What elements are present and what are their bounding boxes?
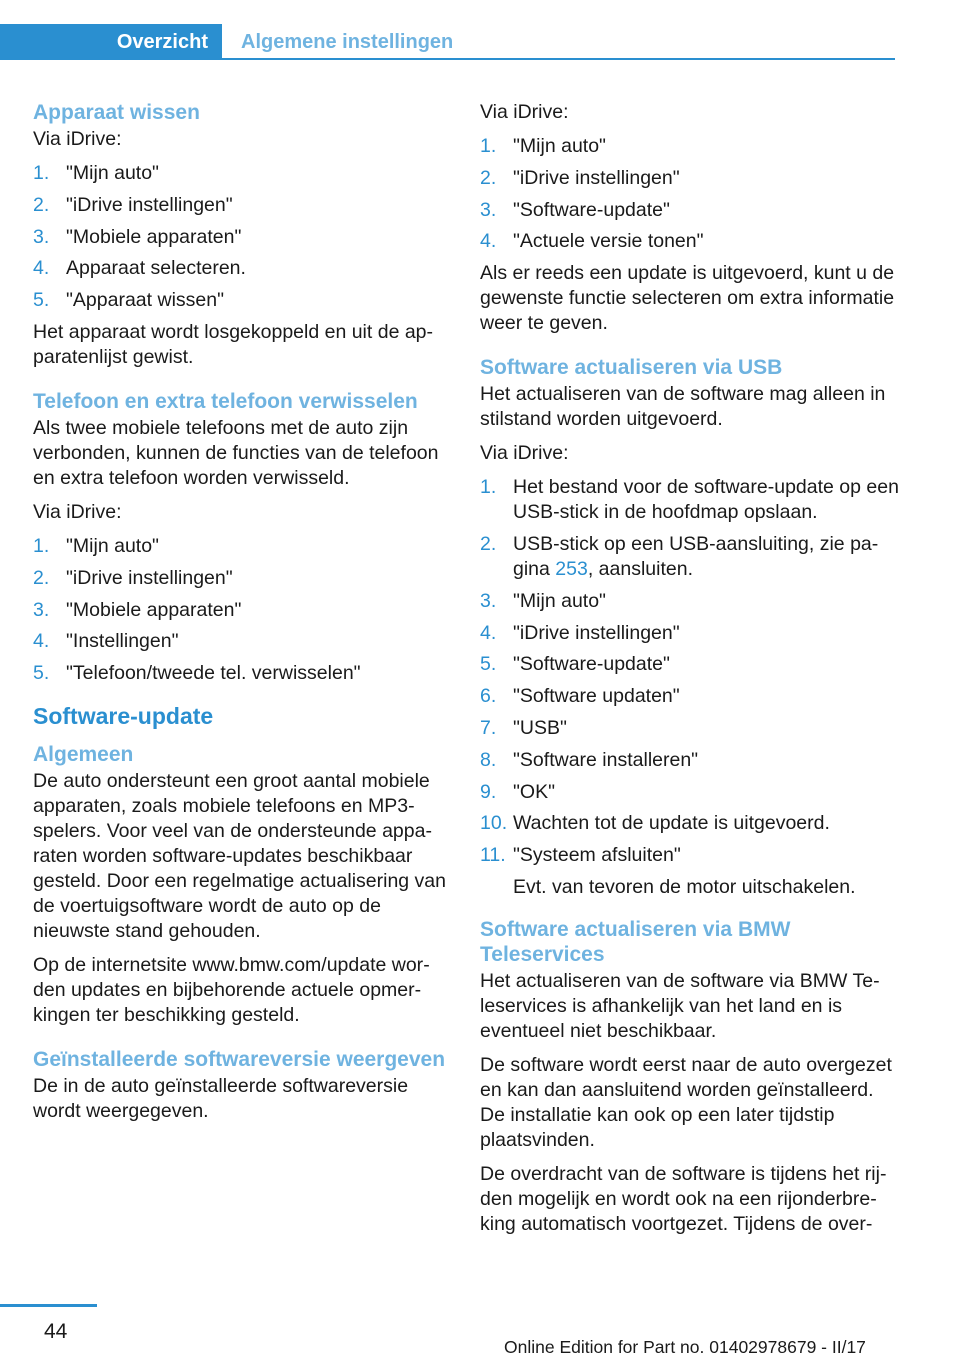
steps-usb (480, 475, 900, 900)
section-title-usb: Software actualiseren via USB (480, 356, 783, 380)
body-text: De software wordt eerst naar de auto overgezet en kan dan aansluitend worden geïnstalleerd. De installatie kan ook op een later tijdstip plaatsvinden. (480, 1053, 892, 1151)
page-number: 44 (44, 1320, 68, 1343)
section-title-telefoon-verwisselen: Telefoon en extra telefoon verwisselen (33, 389, 418, 413)
list-item: 2. "iDrive instellingen" (480, 166, 680, 189)
list-item: 2. "iDrive instellingen" (33, 193, 233, 216)
list-item: 3. "Mijn auto" (480, 589, 606, 612)
body-text: Het actualiseren van de software via BMW Teleservices is afhankelijk van het land en is eventueel niet beschikbaar. (480, 969, 880, 1042)
body-text: De auto ondersteunt een groot aantal mobiele apparaten, zoals mobiele telefoons en MP3-spelers. Voor veel van de ondersteunde apparaten worden software-updates beschikbaar gesteld. Door een regelmatige actualisering van de voertuigsoftware wordt de auto op de nieuwste stand gehouden. (33, 769, 446, 942)
page-link-253[interactable]: 253 (555, 557, 588, 580)
body-text: De overdracht van de software is tijdens het rijden mogelijk en wordt ook na een rijonderbreking automatisch voortgezet. Tijdens de over- (480, 1162, 887, 1235)
list-item: 5. "Telefoon/tweede tel. verwisselen" (33, 662, 361, 685)
steps-telefoon-verwisselen (33, 534, 448, 686)
list-item: 1. "Mijn auto" (33, 162, 159, 184)
body-text: De in de auto geïnstalleerde softwareversie wordt weergegeven. (33, 1074, 409, 1122)
list-item: 3. "Mobiele apparaten" (33, 225, 242, 248)
steps-apparaat-wissen (33, 161, 448, 313)
list-item: 5. "Apparaat wissen" (33, 289, 225, 312)
list-item: 4. Apparaat selecteren. (33, 257, 246, 280)
body-text: Het actualiseren van de software mag alleen in stilstand worden uitgevoerd. (480, 383, 886, 431)
body-text: Als twee mobiele telefoons met de auto zijn verbonden, kunnen de functies van de telefoon en extra telefoon worden verwisseld. (33, 416, 439, 489)
via-idrive-label: Via iDrive: (480, 442, 569, 465)
list-item: 8. "Software installeren" (480, 748, 699, 771)
list-item: 2. "iDrive instellingen" (33, 566, 233, 589)
list-item: 10. Wachten tot de update is uitgevoerd. (480, 812, 830, 835)
header-rule (222, 58, 895, 60)
tab-overzicht[interactable]: Overzicht (0, 24, 222, 60)
body-text: Op de internetsite www.bmw.com/update worden updates en bijbehorende actuele opmerkingen ter beschikking gesteld. (33, 953, 430, 1026)
tab-algemene-instellingen[interactable]: Algemene instellingen (241, 31, 454, 53)
list-item: 3. "Mobiele apparaten" (33, 598, 242, 621)
edition-footer: Online Edition for Part no. 01402978679 - II/17 (504, 1337, 866, 1357)
steps-versie-tonen (480, 134, 900, 254)
list-item: 9. "OK" (480, 780, 556, 803)
list-item: 4. "Actuele versie tonen" (480, 230, 704, 253)
list-item: 4. "iDrive instellingen" (480, 621, 680, 644)
list-item: 7. "USB" (480, 716, 567, 739)
section-title-softwareversie-weergeven: Geïnstalleerde softwareversie weergeven (33, 1047, 446, 1071)
list-item: 11. "Systeem afsluiten" Evt. van tevoren de motor uitschakelen. (480, 843, 900, 900)
section-title-software-update: Software-update (33, 702, 214, 729)
step-note: Evt. van tevoren de motor uitschakelen. (513, 876, 856, 899)
page-number-rule (0, 1304, 97, 1307)
list-item: 4. "Instellingen" (33, 630, 179, 653)
list-item: 6. "Software updaten" (480, 685, 680, 708)
list-item: 5. "Software-update" (480, 653, 670, 676)
section-title-algemeen: Algemeen (33, 742, 134, 766)
body-text: Als er reeds een update is uitgevoerd, kunt u de gewenste functie selecteren om extra informatie weer te geven. (480, 262, 895, 335)
list-item: 3. "Software-update" (480, 198, 670, 221)
right-column (480, 100, 900, 1246)
list-item: 2. USB-stick op een USB-aansluiting, zie pagina 253, aansluiten. (480, 532, 879, 580)
via-idrive-label: Via iDrive: (33, 500, 122, 523)
list-item: 1. Het bestand voor de software-update op een USB-stick in de hoofdmap opslaan. (480, 476, 899, 524)
body-text: Het apparaat wordt losgekoppeld en uit de apparatenlijst gewist. (33, 320, 434, 368)
list-item: 1. "Mijn auto" (480, 135, 606, 157)
list-item: 1. "Mijn auto" (33, 534, 159, 557)
section-title-apparaat-wissen: Apparaat wissen (33, 101, 200, 124)
left-column (33, 100, 448, 1133)
via-idrive-label: Via iDrive: (33, 128, 122, 150)
via-idrive-label: Via iDrive: (480, 101, 569, 123)
header-bar (0, 24, 895, 60)
section-title-teleservices: Software actualiseren via BMW Teleservices (480, 917, 791, 966)
